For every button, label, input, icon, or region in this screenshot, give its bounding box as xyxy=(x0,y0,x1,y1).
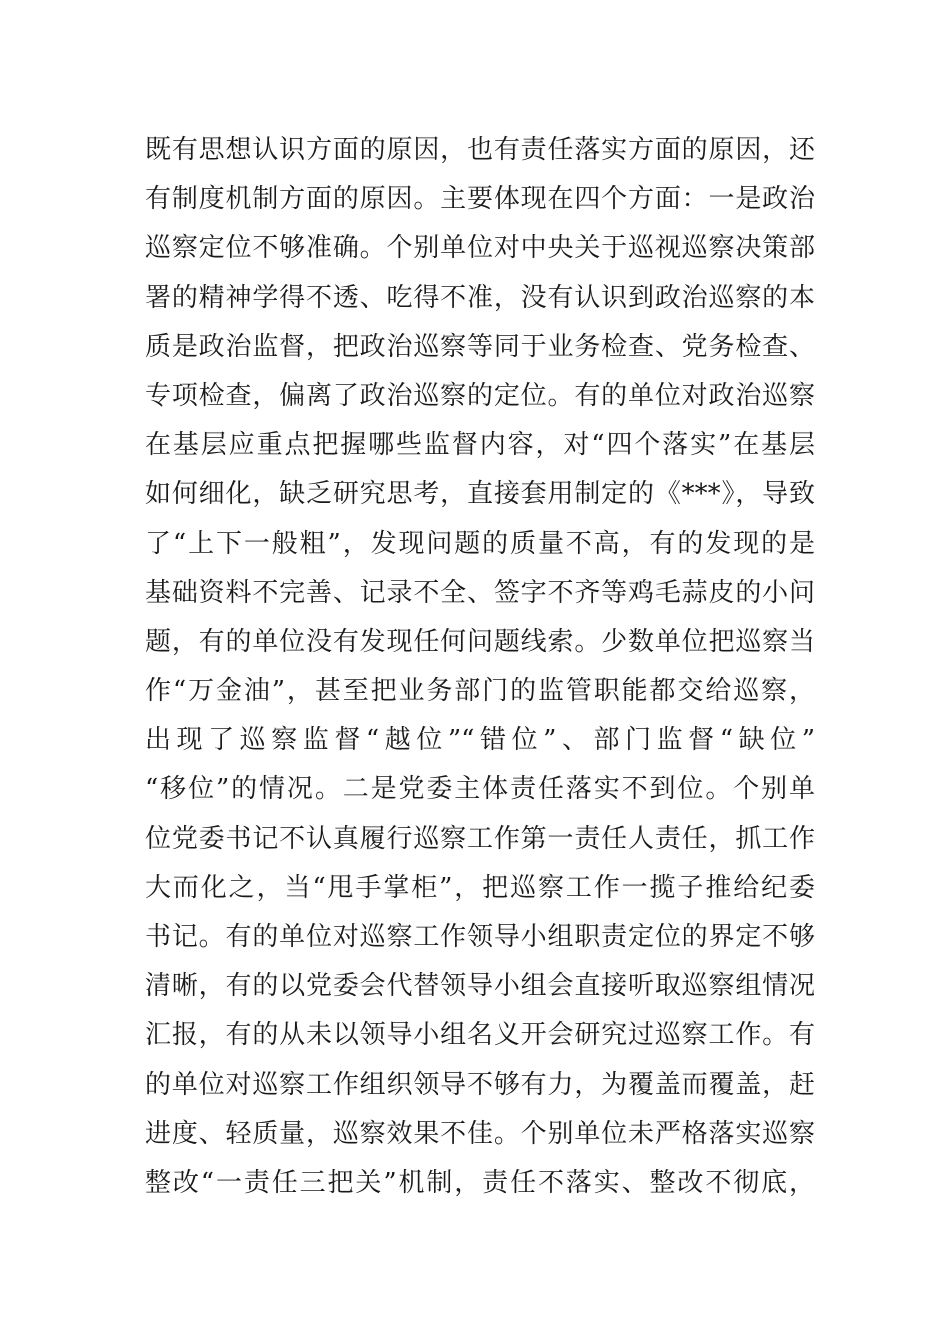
text-line: 作“万金油”，甚至把业务部门的监管职能都交给巡察， xyxy=(145,676,815,707)
text-line: “移位”的情况。二是党委主体责任落实不到位。个别单 xyxy=(145,774,815,805)
text-line: 质是政治监督，把政治巡察等同于业务检查、党务检查、 xyxy=(145,331,815,362)
text-line: 基础资料不完善、记录不全、签字不齐等鸡毛蒜皮的小问 xyxy=(145,577,815,608)
text-line: 整改“一责任三把关”机制，责任不落实、整改不彻底， xyxy=(145,1167,815,1198)
text-line: 的单位对巡察工作组织领导不够有力，为覆盖而覆盖，赶 xyxy=(145,1069,815,1100)
text-line: 有制度机制方面的原因。主要体现在四个方面：一是政治 xyxy=(145,184,815,215)
text-line: 在基层应重点把握哪些监督内容，对“四个落实”在基层 xyxy=(145,430,815,461)
text-line: 进度、轻质量，巡察效果不佳。个别单位未严格落实巡察 xyxy=(145,1118,815,1149)
text-line: 书记。有的单位对巡察工作领导小组职责定位的界定不够 xyxy=(145,922,815,952)
text-line: 巡察定位不够准确。个别单位对中央关于巡视巡察决策部 xyxy=(145,233,815,264)
text-line: 出现了巡察监督“越位”“错位”、部门监督“缺位” xyxy=(145,725,815,756)
text-line: 专项检查，偏离了政治巡察的定位。有的单位对政治巡察 xyxy=(145,380,815,411)
text-line: 位党委书记不认真履行巡察工作第一责任人责任，抓工作 xyxy=(145,823,815,854)
text-line: 如何细化，缺乏研究思考，直接套用制定的《***》，导致 xyxy=(145,479,815,510)
text-line: 清晰，有的以党委会代替领导小组会直接听取巡察组情况 xyxy=(145,971,815,1002)
text-line: 了“上下一般粗”，发现问题的质量不高，有的发现的是 xyxy=(145,528,815,559)
text-line: 既有思想认识方面的原因，也有责任落实方面的原因，还 xyxy=(145,135,815,165)
body-paragraph xyxy=(145,126,815,1208)
text-line: 署的精神学得不透、吃得不准，没有认识到政治巡察的本 xyxy=(145,282,815,313)
text-line: 汇报，有的从未以领导小组名义开会研究过巡察工作。有 xyxy=(145,1020,815,1051)
text-line: 题，有的单位没有发现任何问题线索。少数单位把巡察当 xyxy=(145,626,815,657)
text-line: 大而化之，当“甩手掌柜”，把巡察工作一揽子推给纪委 xyxy=(145,872,815,903)
